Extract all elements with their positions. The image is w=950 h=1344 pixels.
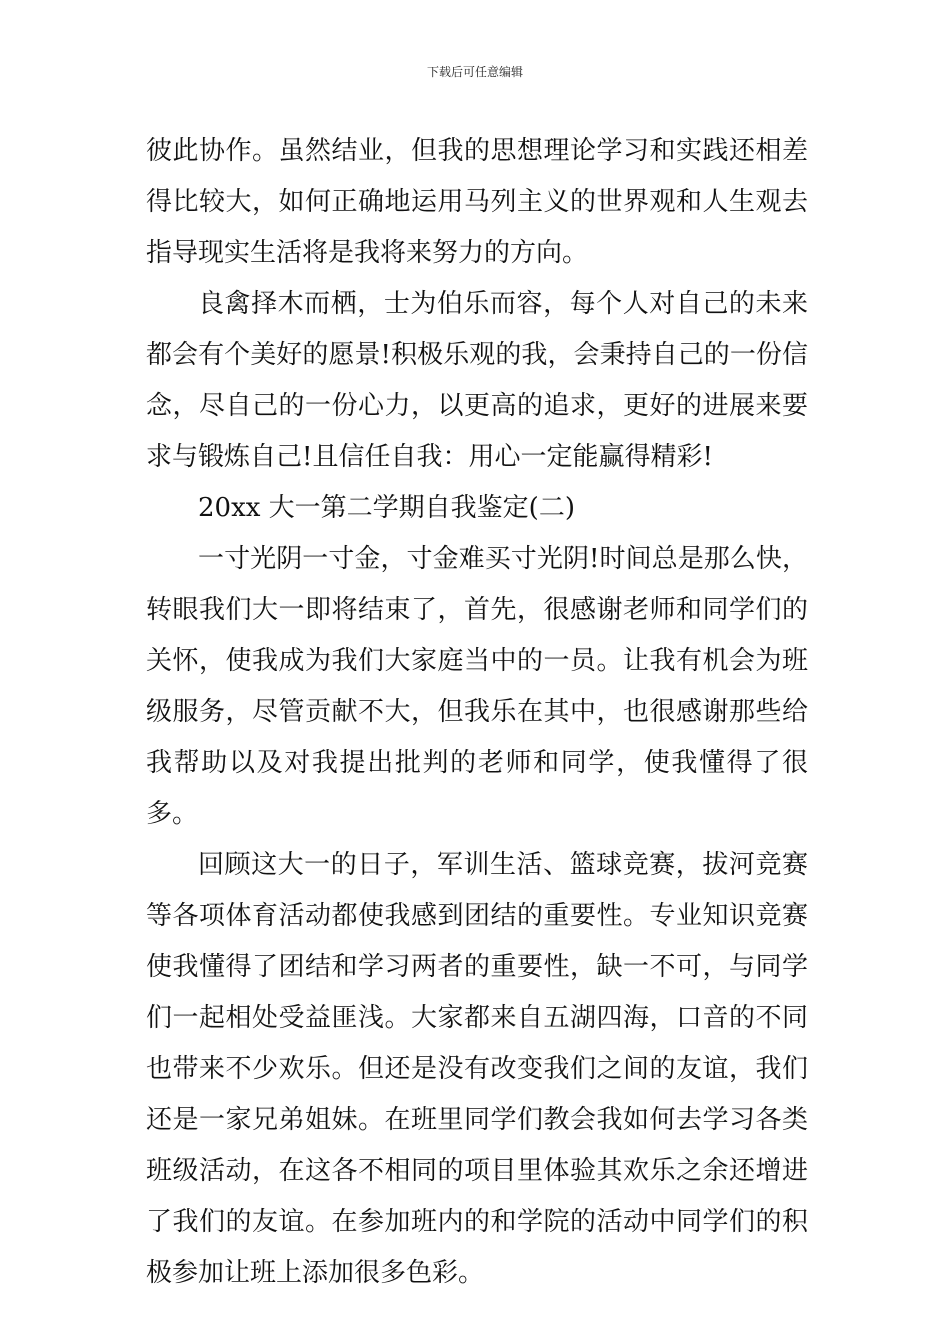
paragraph: 回顾这大一的日子，军训生活、篮球竞赛，拔河竞赛等各项体育活动都使我感到团结的重要性。专业知识竞赛使我懂得了团结和学习两者的重要性，缺一不可，与同学们一起相处受益匪浅。大家都来自五湖四海，口音的不同也带来不少欢乐。但还是没有改变我们之间的友谊，我们还是一家兄弟姐妹。在班里同学们教会我如何去学习各类班级活动，在这各不相同的项目里体验其欢乐之余还增进了我们的友谊。在参加班内的和学院的活动中同学们的积极参加让班上添加很多色彩。 [146, 850, 808, 1288]
paragraph: 彼此协作。虽然结业，但我的思想理论学习和实践还相差得比较大，如何正确地运用马列主义的世界观和人生观去指导现实生活将是我将来努力的方向。 [146, 136, 808, 268]
paragraph: 良禽择木而栖，士为伯乐而容，每个人对自己的未来都会有个美好的愿景!积极乐观的我，会秉持自己的一份信念，尽自己的一份心力，以更高的追求，更好的进展来要求与锻炼自己!且信任自我：用心一定能赢得精彩! [146, 289, 808, 472]
document-body [146, 126, 808, 1299]
paragraph: 一寸光阴一寸金，寸金难买寸光阴!时间总是那么快，转眼我们大一即将结束了，首先，很感谢老师和同学们的关怀，使我成为我们大家庭当中的一员。让我有机会为班级服务，尽管贡献不大，但我乐在其中，也很感谢那些给我帮助以及对我提出批判的老师和同学，使我懂得了很多。 [146, 544, 808, 829]
page-header: 下载后可任意编辑 [426, 65, 523, 79]
section-heading: 20xx 大一第二学期自我鉴定(二) [198, 493, 575, 523]
